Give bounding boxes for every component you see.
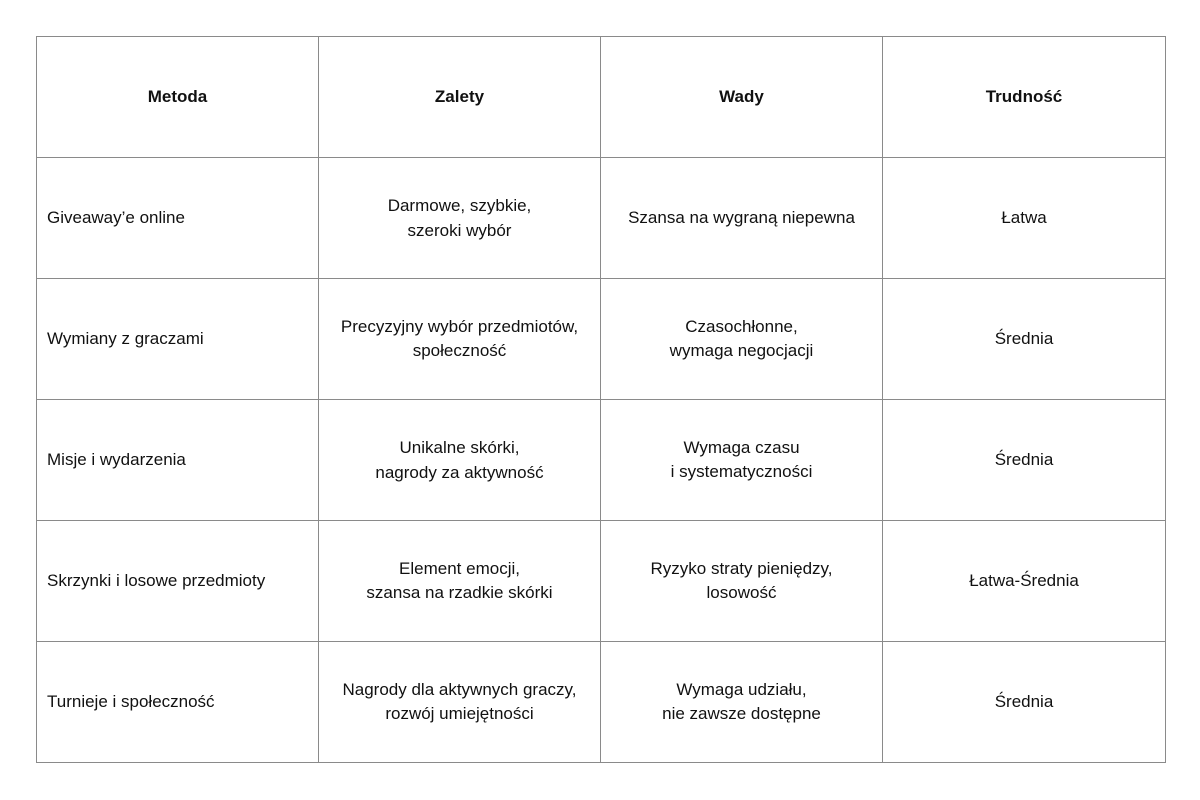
difficulty-cell: Łatwa — [883, 158, 1166, 279]
pros-cell — [319, 521, 601, 642]
cons-line: nie zawsze dostępne — [662, 704, 821, 723]
cons-cell — [601, 400, 883, 521]
method-cell: Misje i wydarzenia — [37, 400, 319, 521]
pros-line: społeczność — [412, 341, 507, 360]
difficulty-cell: Średnia — [883, 400, 1166, 521]
cons-line: Szansa na wygraną niepewna — [628, 208, 855, 227]
header-row — [37, 37, 1166, 158]
pros-line: szansa na rzadkie skórki — [366, 583, 553, 602]
pros-line: nagrody za aktywność — [375, 463, 544, 482]
header-pros: Zalety — [319, 37, 601, 158]
pros-line: Element emocji, — [399, 559, 520, 578]
cons-line: Wymaga udziału, — [676, 680, 807, 699]
pros-cell — [319, 400, 601, 521]
cons-cell — [601, 158, 883, 279]
pros-line: szeroki wybór — [407, 221, 512, 240]
table-row — [37, 642, 1166, 763]
table-row — [37, 279, 1166, 400]
table-row — [37, 158, 1166, 279]
pros-line: Unikalne skórki, — [399, 438, 520, 457]
cons-line: Ryzyko straty pieniędzy, — [650, 559, 833, 578]
difficulty-cell: Średnia — [883, 279, 1166, 400]
cons-line: wymaga negocjacji — [669, 341, 814, 360]
method-cell: Skrzynki i losowe przedmioty — [37, 521, 319, 642]
method-cell: Turnieje i społeczność — [37, 642, 319, 763]
pros-line: Precyzyjny wybór przedmiotów, — [340, 317, 579, 336]
pros-line: rozwój umiejętności — [385, 704, 534, 723]
cons-cell — [601, 279, 883, 400]
method-cell: Giveaway’e online — [37, 158, 319, 279]
header-difficulty: Trudność — [883, 37, 1166, 158]
cons-line: losowość — [706, 583, 777, 602]
comparison-table — [36, 36, 1166, 763]
pros-cell — [319, 279, 601, 400]
cons-cell — [601, 642, 883, 763]
difficulty-cell: Łatwa-Średnia — [883, 521, 1166, 642]
pros-cell — [319, 158, 601, 279]
cons-line: Wymaga czasu — [683, 438, 800, 457]
header-cons: Wady — [601, 37, 883, 158]
pros-line: Nagrody dla aktywnych graczy, — [342, 680, 577, 699]
table-row — [37, 521, 1166, 642]
pros-cell — [319, 642, 601, 763]
cons-line: i systematyczności — [670, 462, 813, 481]
pros-line: Darmowe, szybkie, — [387, 196, 532, 215]
difficulty-cell: Średnia — [883, 642, 1166, 763]
header-method: Metoda — [37, 37, 319, 158]
cons-cell — [601, 521, 883, 642]
method-cell: Wymiany z graczami — [37, 279, 319, 400]
table-row — [37, 400, 1166, 521]
cons-line: Czasochłonne, — [685, 317, 798, 336]
